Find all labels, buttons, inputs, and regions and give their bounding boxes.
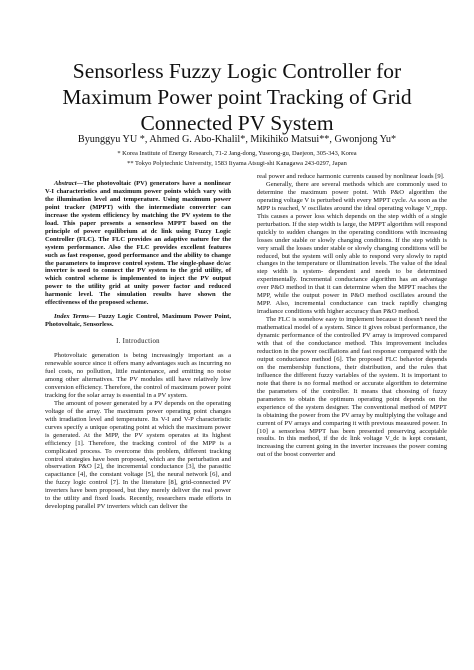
abstract-label: Abstract	[54, 180, 77, 187]
index-terms-text: — Fuzzy Logic Control, Maximum Power Point, Photovoltaic, Sensorless.	[45, 313, 231, 329]
body-paragraph-2: Generally, there are several methods which are commonly used to determine the maximum power point. With P&O algorithm the operating voltage V is perturbed with every MPPT cycle. As soon as the MPP is reached, V oscillates around the ideal operating voltage V_mpp. This causes a power loss which depends on the step width of a single perturbation. If the step width is large, the MPPT algorithm will respond quickly to sudden changes in the operating conditions with increasing losses under stable or slowly changing conditions. If the step width is very small the losses under stable or slowly changing conditions will be reduced, but the system will only able to respond very slowly to rapid changes in the temperature or illumination levels. The value of the ideal step width is system- dependent and needs to be determined experimentally. Incremental conductance algorithm has an advantage over P&O method in that it can determine when the MPPT reaches the MPP, while the output power in P&O method oscillates around the MPP. Also, incremental conductance can track rapidly changing irradiance conditions with higher accuracy than P&O method.	[257, 180, 447, 316]
section-heading: I. Introduction	[116, 338, 160, 346]
affiliation-2: ** Tokyo Polytechnic University, 1583 Iiyama Atsugi-shi Kanagawa 243-0297, Japan	[127, 159, 347, 167]
affiliations	[0, 149, 474, 168]
title-line-3: Connected PV System	[140, 111, 334, 135]
body-paragraph-1: real power and reduce harmonic currents caused by nonlinear loads [9].	[257, 173, 445, 180]
affiliation-1: * Korea Institute of Energy Research, 71-2 Jang-dong, Yuseong-gu, Daejeon, 305-343, Korea	[117, 150, 357, 157]
abstract	[45, 180, 231, 307]
right-column	[257, 173, 447, 459]
left-column	[45, 180, 231, 511]
abstract-text: —The photovoltaic (PV) generators have a nonlinear V-I characteristics and maximum power points which vary with the illumination level and temperature. Using maximum power point tracker (MPPT) with the intermediate converter can increase the system efficiency by matching the PV system to the load. This paper presents a sensorless MPPT based on the principle of power equilibrium at dc link using Fuzzy Logic Controller (FLC). The FLC provides an adaptive nature for the system performance. Also the FLC provides excellent features such as fast response, good performance and the ability to change the parameters to improve control system. The single-phase dc/ac inverter is used to connect the PV system to the grid utility, of which control scheme is implemented to inject the PV output power to the utility grid at unity power factor and reduced harmonic level. The simulation results have shown the effectiveness of the proposed scheme.	[45, 180, 231, 307]
index-terms	[45, 313, 231, 329]
intro-paragraph-2: The amount of power generated by a PV depends on the operating voltage of the array. The maximum power operating point changes with irradiation level and temperature. Its V-I and V-P characteristic curves specify a unique operating point at which the maximum power is generated. At the MPP, the PV system operates at its highest efficiency [1]. Therefore, the tracking control of the MPP is a complicated process. To overcome this problem, different tracking control strategies have been proposed, which are the perturbation and observation P&O [2], the incremental conductance [3], the parasitic capacitance [4], the constant voltage [5], the neural network [6], and the fuzzy logic control [7]. In the literature [8], grid-connected PV inverters have been proposed, but they merely deliver the real power to the utility and fixed loads. Recently, researchers made efforts in developing parallel PV inverters which can deliver the	[45, 399, 231, 511]
paper-title	[0, 58, 474, 136]
title-line-1: Sensorless Fuzzy Logic Controller for	[72, 59, 402, 83]
author-list: Byunggyu YU *, Ahmed G. Abo-Khalil*, Mikihiko Matsui**, Gwonjong Yu*	[77, 134, 397, 145]
intro-paragraph-1: Photovoltaic generation is being increasingly important as a renewable source since it offers many advantages such as incurring no fuel costs, no pollution, little maintenance, and emitting no noise among other alternatives. The PV modules still have relatively low conversion efficiency. Therefore, the control of maximum power point tracking for the solar array is essential in a PV system.	[45, 352, 231, 399]
index-terms-label: Index Terms	[54, 313, 89, 321]
title-line-2: Maximum Power point Tracking of Grid	[62, 85, 412, 109]
body-paragraph-3: The FLC is somehow easy to implement because it doesn't need the mathematical model of a system. Since it gives robust performance, the dynamic performance of the controlled PV array is improved compared with that of the conductance method. This improvement includes reduction in the power oscillations and fast response compared with the output conductance method [6]. The proposed FLC behavior depends on the membership functions, their distribution, and the rules that influence the different fuzzy variables of the system. It is important to note that there is no formal method or accurate algorithm to determine the parameters of the controller. It means that choosing of fuzzy parameters to obtain the optimum operating point depends on the experience of the system designer. The conventional method of MPPT is obtaining the power from the PV array by multiplying the voltage and current of PV arrays and comparing it with previous measured power. In [10] a sensorless MPPT has been presented preserving acceptable results. In this method, if the dc link voltage V_dc is kept constant, increasing the current going in the inverter increases the power coming out of the boost converter and	[257, 316, 447, 459]
